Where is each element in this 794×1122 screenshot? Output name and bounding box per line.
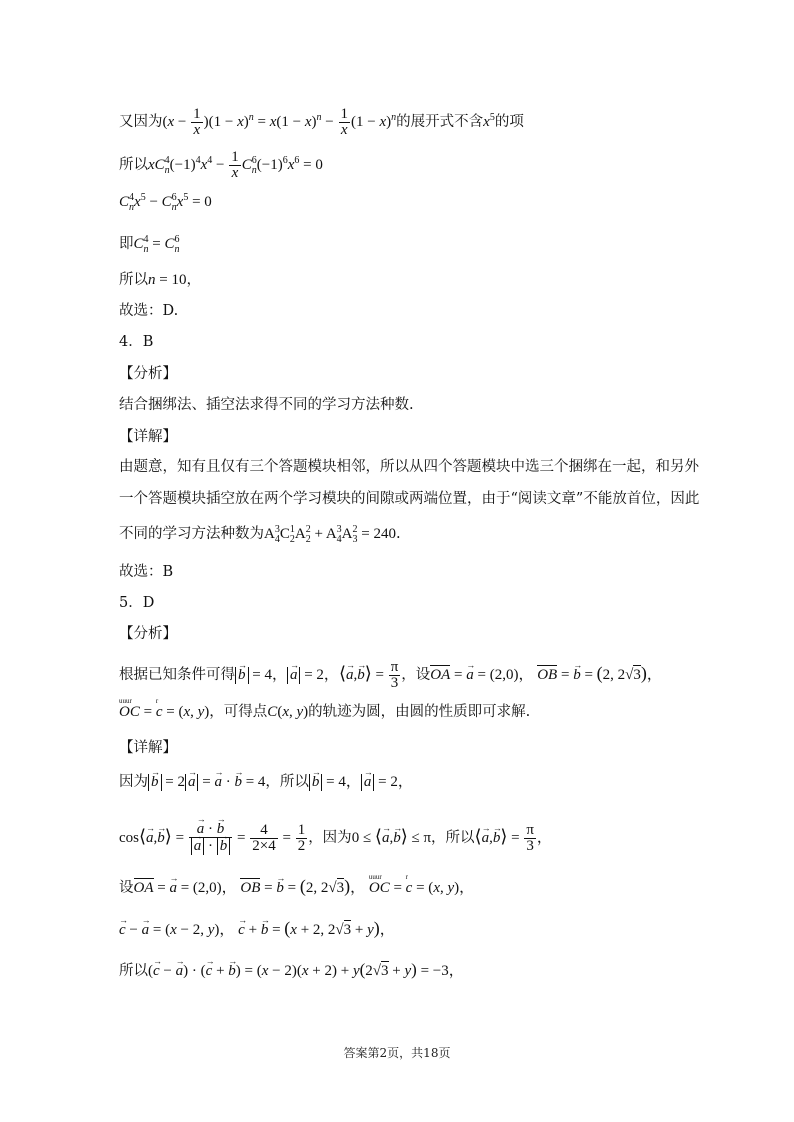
question-5-heading: 5．D — [119, 595, 155, 611]
analysis-heading-5: 【分析】 — [119, 626, 177, 642]
detail-heading-4: 【详解】 — [119, 429, 177, 445]
analysis-text-5a: 根据已知条件可得→ b = 4，→ a = 2，⟨→ a,→ b⟩ = $\frac{\pi}{3}$ ，设OA = → a = (2,0)， OB = → b = (2, 2√3)， — [119, 660, 662, 691]
expr-expansion: (x − $\frac{1}{x}$ )$(1 - x)^n = x(1 - x)^n$ − $\frac{1}{x}$ $(1 - x)^n$ — [162, 106, 397, 138]
detail-text-4b: 一个答题模块插空放在两个学习模块的间隙或两端位置，由于“阅读文章”不能放首位，因此 — [119, 491, 700, 507]
detail-heading-5: 【详解】 — [119, 740, 177, 756]
line-1: 又因为(x − $\frac{1}{x}$ )$(1 - x)^n = x(1 - x)^n$ − $\frac{1}{x}$ $(1 - x)^n$的展开式不含$x^5$的项 — [119, 106, 524, 138]
line-2: 所以$xC_n^4(-1)^4x^4$ − $\frac{1}{x}$ $C_n^6(-1)^6x^6 = 0$ — [119, 149, 323, 181]
detail-text-4c: 不同的学习方法种数为$A_4^3C_2^1A_2^2 + A_4^3A_3^2 = 240$. — [119, 524, 401, 545]
analysis-text-4: 结合捆绑法、插空法求得不同的学习方法种数. — [119, 397, 414, 413]
detail-text-5c: 设OA = → a = (2,0)， OB = → b = (2, 2√3)， uuur OC = r c = (x, y)， — [119, 876, 474, 898]
question-4-heading: 4．B — [119, 334, 154, 350]
detail-text-5a: 因为→ b = 2→ a = → a · → b = 4，所以→ b = 4，→ a = 2， — [119, 772, 413, 792]
answer-d-1: 故选：D. — [119, 303, 179, 319]
line-5: 所以n = 10， — [119, 272, 201, 288]
detail-text-5d: → c − → a = (x − 2, y)， → c + → b = (x + 2, 2√3 + y)， — [119, 918, 395, 940]
detail-text-4a: 由题意，知有且仅有三个答题模块相邻，所以从四个答题模块中选三个捆绑在一起，和另外 — [119, 459, 699, 475]
line-3: $C_n^4x^5 - C_n^6x^5 = 0$ — [119, 192, 212, 213]
detail-text-5b: cos⟨→ a,→ b⟩ = → a · → b → a · → b = $\frac{4}{2\times 4}$ = $\frac{1}{2}$ ，因为0 ≤ ⟨→ a,→ b⟩ ≤ π，所以⟨→ a,→ b⟩ = $\frac{\pi}{3}$ ， — [119, 822, 552, 855]
answer-b: 故选：B — [119, 564, 174, 580]
analysis-heading-4: 【分析】 — [119, 366, 177, 382]
analysis-text-5b: uuur OC = r c = (x, y)，可得点C(x, y)的轨迹为圆，由圆的性质即可求解. — [119, 697, 531, 720]
line-4: 即$C_n^4 = C_n^6$ — [119, 234, 180, 255]
expr-coeff-equation: $xC_n^4(-1)^4x^4$ − $\frac{1}{x}$ $C_n^6(-1)^6x^6 = 0$ — [148, 149, 323, 181]
page-footer: 答案第2页，共18页 — [343, 1046, 451, 1060]
detail-text-5e: 所以(→ c − → a) · (→ c + → b) = (x − 2)(x + 2) + y(2√3 + y) = −3， — [119, 960, 464, 981]
